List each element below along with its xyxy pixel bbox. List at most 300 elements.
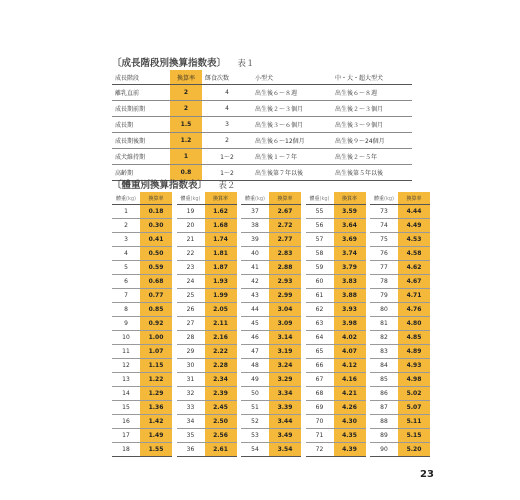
rate-cell: 2.83: [269, 247, 301, 261]
rate-cell: 2.28: [205, 359, 237, 373]
table-row: [177, 205, 237, 219]
rate-cell: 4.58: [398, 247, 430, 261]
weight-cell: 21: [177, 233, 205, 247]
table2-header-row: [241, 192, 301, 205]
weight-cell: 80: [370, 303, 398, 317]
rate-cell: 3.14: [269, 331, 301, 345]
weight-label: 體重: [245, 195, 256, 202]
rate-cell: 3.49: [269, 429, 301, 443]
rate-cell: 0.50: [140, 247, 172, 261]
table-row: [112, 205, 172, 219]
rate-cell: 1.15: [140, 359, 172, 373]
table-row: [177, 401, 237, 415]
weight-cell: 81: [370, 317, 398, 331]
rate-cell: 2.56: [205, 429, 237, 443]
table-row: [306, 373, 366, 387]
table-row: [241, 401, 301, 415]
table-cell: 4: [202, 101, 252, 117]
table-row: [112, 443, 172, 457]
weight-cell: 12: [112, 359, 140, 373]
weight-cell: 73: [370, 205, 398, 219]
table-row: [112, 401, 172, 415]
weight-cell: 7: [112, 289, 140, 303]
rate-cell: 0.41: [140, 233, 172, 247]
weight-cell: 22: [177, 247, 205, 261]
rate-cell: 2.05: [205, 303, 237, 317]
table-row: [306, 303, 366, 317]
table-row: [241, 373, 301, 387]
table-row: [112, 303, 172, 317]
rate-cell: 2.88: [269, 261, 301, 275]
table-row: [112, 317, 172, 331]
weight-header: [370, 192, 398, 205]
weight-cell: 28: [177, 331, 205, 345]
weight-cell: 6: [112, 275, 140, 289]
weight-cell: 34: [177, 415, 205, 429]
table-row: [241, 219, 301, 233]
weight-header: [112, 192, 140, 205]
weight-cell: 88: [370, 415, 398, 429]
table-row: [370, 289, 430, 303]
weight-subtable: [241, 192, 301, 457]
rate-cell: 1.07: [140, 345, 172, 359]
weight-cell: 30: [177, 359, 205, 373]
weight-cell: 66: [306, 359, 334, 373]
weight-cell: 54: [241, 443, 269, 457]
table-cell: 出生後９〜24個月: [332, 133, 412, 149]
table-cell: 2: [202, 133, 252, 149]
weight-header: [306, 192, 334, 205]
table-row: [241, 233, 301, 247]
table-row: [370, 247, 430, 261]
rate-cell: 4.35: [334, 429, 366, 443]
table-row: [370, 415, 430, 429]
table2-header-row: [112, 192, 172, 205]
rate-cell: 3.88: [334, 289, 366, 303]
weight-conversion-table: [112, 192, 430, 457]
table-row: [370, 373, 430, 387]
weight-cell: 41: [241, 261, 269, 275]
rate-cell: 1.55: [140, 443, 172, 457]
table1-title: 〔成長階段別換算指数表〕: [112, 58, 227, 69]
weight-cell: 17: [112, 429, 140, 443]
table-row: [370, 233, 430, 247]
rate-cell: 0.59: [140, 261, 172, 275]
growth-stage-table: [112, 70, 412, 181]
table-row: [241, 205, 301, 219]
weight-cell: 37: [241, 205, 269, 219]
weight-subtable: [177, 192, 237, 457]
rate-cell: 2.93: [269, 275, 301, 289]
weight-cell: 2: [112, 219, 140, 233]
table-row: [177, 275, 237, 289]
table-cell: 出生後２〜３個月: [252, 101, 332, 117]
table-row: [241, 387, 301, 401]
weight-cell: 74: [370, 219, 398, 233]
rate-header: 換算率: [205, 192, 237, 205]
table-cell: 出生後２〜３個月: [332, 101, 412, 117]
weight-cell: 19: [177, 205, 205, 219]
weight-cell: 68: [306, 387, 334, 401]
table-row: [112, 233, 172, 247]
table1-header: 換算率: [170, 70, 202, 85]
weight-cell: 79: [370, 289, 398, 303]
rate-cell: 3.44: [269, 415, 301, 429]
table-row: [306, 429, 366, 443]
table-row: [306, 345, 366, 359]
rate-cell: 2.50: [205, 415, 237, 429]
rate-cell: 2.11: [205, 317, 237, 331]
weight-cell: 13: [112, 373, 140, 387]
table-cell: 成長期後期: [112, 133, 170, 149]
table-cell: 4: [202, 85, 252, 101]
rate-cell: 1.29: [140, 387, 172, 401]
table-row: [177, 387, 237, 401]
weight-cell: 57: [306, 233, 334, 247]
weight-cell: 67: [306, 373, 334, 387]
weight-cell: 20: [177, 219, 205, 233]
table-row: [241, 359, 301, 373]
table-row: [306, 289, 366, 303]
rate-cell: 1.87: [205, 261, 237, 275]
table-row: [306, 317, 366, 331]
weight-cell: 23: [177, 261, 205, 275]
rate-cell: 1.42: [140, 415, 172, 429]
table-cell: 2: [170, 85, 202, 101]
weight-unit: (kg): [384, 195, 394, 202]
rate-cell: 4.89: [398, 345, 430, 359]
table2-header-row: [177, 192, 237, 205]
rate-cell: 2.67: [269, 205, 301, 219]
table-row: [370, 387, 430, 401]
rate-cell: 4.80: [398, 317, 430, 331]
table-cell: 出生後３〜９個月: [332, 117, 412, 133]
rate-cell: 3.79: [334, 261, 366, 275]
weight-cell: 45: [241, 317, 269, 331]
table-row: [112, 219, 172, 233]
weight-cell: 56: [306, 219, 334, 233]
table-cell: 1: [170, 149, 202, 165]
rate-cell: 4.12: [334, 359, 366, 373]
weight-cell: 42: [241, 275, 269, 289]
table-row: [112, 429, 172, 443]
table2-header-row: [370, 192, 430, 205]
table-row: [177, 303, 237, 317]
table-row: [306, 205, 366, 219]
table-cell: 3: [202, 117, 252, 133]
table-row: [112, 85, 412, 101]
weight-cell: 59: [306, 261, 334, 275]
table-row: [241, 345, 301, 359]
table-cell: 成長期前期: [112, 101, 170, 117]
rate-cell: 3.74: [334, 247, 366, 261]
rate-cell: 4.85: [398, 331, 430, 345]
weight-label: 體重: [180, 195, 191, 202]
table-row: [370, 261, 430, 275]
table-row: [177, 219, 237, 233]
table-cell: 1.2: [170, 133, 202, 149]
rate-cell: 5.02: [398, 387, 430, 401]
rate-cell: 1.00: [140, 331, 172, 345]
rate-cell: 2.34: [205, 373, 237, 387]
table2-title: 〔體重別換算指数表〕: [112, 180, 208, 191]
table-row: [241, 275, 301, 289]
weight-subtable: [370, 192, 430, 457]
weight-cell: 62: [306, 303, 334, 317]
table-row: [306, 247, 366, 261]
weight-cell: 72: [306, 443, 334, 457]
table-row: [306, 401, 366, 415]
table-row: [241, 415, 301, 429]
weight-unit: (kg): [190, 195, 201, 202]
weight-cell: 49: [241, 373, 269, 387]
table-row: [112, 101, 412, 117]
table1-tag: 表１: [237, 59, 255, 69]
weight-cell: 61: [306, 289, 334, 303]
weight-cell: 39: [241, 233, 269, 247]
table-row: [112, 149, 412, 165]
table-row: [306, 331, 366, 345]
rate-cell: 4.30: [334, 415, 366, 429]
weight-cell: 87: [370, 401, 398, 415]
weight-cell: 64: [306, 331, 334, 345]
rate-cell: 5.07: [398, 401, 430, 415]
table-row: [306, 415, 366, 429]
table-row: [112, 373, 172, 387]
rate-cell: 4.49: [398, 219, 430, 233]
rate-cell: 1.62: [205, 205, 237, 219]
table-row: [241, 247, 301, 261]
table-row: [177, 429, 237, 443]
table-row: [241, 331, 301, 345]
weight-cell: 63: [306, 317, 334, 331]
rate-cell: 3.09: [269, 317, 301, 331]
table1-header: 小型犬: [252, 70, 332, 85]
rate-cell: 4.76: [398, 303, 430, 317]
rate-cell: 3.98: [334, 317, 366, 331]
table-row: [177, 345, 237, 359]
rate-cell: 2.72: [269, 219, 301, 233]
weight-cell: 83: [370, 345, 398, 359]
table-cell: 離乳直前: [112, 85, 170, 101]
weight-label: 體重: [309, 195, 320, 202]
table-row: [370, 205, 430, 219]
rate-cell: 4.67: [398, 275, 430, 289]
table-row: [112, 133, 412, 149]
rate-cell: 3.54: [269, 443, 301, 457]
table-cell: 成長期: [112, 117, 170, 133]
rate-cell: 1.74: [205, 233, 237, 247]
weight-cell: 3: [112, 233, 140, 247]
table-row: [370, 359, 430, 373]
rate-cell: 3.69: [334, 233, 366, 247]
rate-cell: 4.62: [398, 261, 430, 275]
weight-cell: 47: [241, 345, 269, 359]
table-cell: 出生後６〜８週: [252, 85, 332, 101]
weight-cell: 18: [112, 443, 140, 457]
weight-cell: 52: [241, 415, 269, 429]
rate-cell: 4.26: [334, 401, 366, 415]
table2-header-row: [306, 192, 366, 205]
weight-cell: 40: [241, 247, 269, 261]
weight-unit: (kg): [319, 195, 330, 202]
table-row: [370, 275, 430, 289]
weight-cell: 90: [370, 443, 398, 457]
rate-cell: 0.68: [140, 275, 172, 289]
table-row: [306, 387, 366, 401]
weight-cell: 9: [112, 317, 140, 331]
weight-cell: 16: [112, 415, 140, 429]
rate-cell: 4.02: [334, 331, 366, 345]
table-row: [370, 429, 430, 443]
table-cell: 1.5: [170, 117, 202, 133]
weight-subtable: [112, 192, 172, 457]
table2-tag: 表２: [218, 181, 236, 191]
weight-cell: 50: [241, 387, 269, 401]
table-cell: 2: [170, 101, 202, 117]
rate-cell: 4.53: [398, 233, 430, 247]
rate-cell: 1.36: [140, 401, 172, 415]
rate-cell: 4.93: [398, 359, 430, 373]
rate-cell: 2.45: [205, 401, 237, 415]
weight-cell: 10: [112, 331, 140, 345]
rate-cell: 4.21: [334, 387, 366, 401]
table-row: [112, 261, 172, 275]
weight-cell: 24: [177, 275, 205, 289]
weight-cell: 46: [241, 331, 269, 345]
weight-cell: 44: [241, 303, 269, 317]
weight-cell: 58: [306, 247, 334, 261]
weight-cell: 75: [370, 233, 398, 247]
weight-cell: 82: [370, 331, 398, 345]
rate-cell: 5.11: [398, 415, 430, 429]
rate-cell: 3.24: [269, 359, 301, 373]
rate-header: 換算率: [140, 192, 172, 205]
table-row: [177, 415, 237, 429]
weight-header: [241, 192, 269, 205]
weight-cell: 25: [177, 289, 205, 303]
weight-cell: 33: [177, 401, 205, 415]
weight-cell: 29: [177, 345, 205, 359]
table1-header: 中・大・超大型犬: [332, 70, 412, 85]
weight-cell: 55: [306, 205, 334, 219]
table-cell: 出生後６〜８週: [332, 85, 412, 101]
rate-cell: 4.39: [334, 443, 366, 457]
rate-cell: 1.99: [205, 289, 237, 303]
weight-cell: 69: [306, 401, 334, 415]
weight-label: 體重: [116, 195, 127, 202]
rate-cell: 3.04: [269, 303, 301, 317]
table-row: [177, 233, 237, 247]
weight-cell: 86: [370, 387, 398, 401]
rate-cell: 3.59: [334, 205, 366, 219]
table-cell: 1〜2: [202, 165, 252, 181]
table-row: [241, 443, 301, 457]
rate-cell: 1.49: [140, 429, 172, 443]
table-row: [177, 289, 237, 303]
table-row: [177, 317, 237, 331]
table-row: [177, 359, 237, 373]
table-cell: 0.8: [170, 165, 202, 181]
rate-cell: 4.44: [398, 205, 430, 219]
table-cell: 出生後第７年以後: [252, 165, 332, 181]
table-row: [370, 331, 430, 345]
table-row: [177, 261, 237, 275]
rate-cell: 0.77: [140, 289, 172, 303]
table-row: [112, 289, 172, 303]
table-row: [112, 415, 172, 429]
weight-header: [177, 192, 205, 205]
weight-cell: 53: [241, 429, 269, 443]
weight-unit: (kg): [255, 195, 265, 202]
weight-cell: 35: [177, 429, 205, 443]
weight-cell: 1: [112, 205, 140, 219]
rate-cell: 3.93: [334, 303, 366, 317]
table-row: [112, 387, 172, 401]
table-row: [112, 275, 172, 289]
rate-cell: 2.61: [205, 443, 237, 457]
rate-cell: 0.30: [140, 219, 172, 233]
table1-header: 餌食次数: [202, 70, 252, 85]
rate-header: 換算率: [398, 192, 430, 205]
table-row: [306, 219, 366, 233]
rate-cell: 2.16: [205, 331, 237, 345]
weight-cell: 8: [112, 303, 140, 317]
weight-cell: 43: [241, 289, 269, 303]
rate-cell: 5.20: [398, 443, 430, 457]
rate-cell: 0.85: [140, 303, 172, 317]
table-row: [306, 233, 366, 247]
table-row: [370, 401, 430, 415]
table1-header-row: [112, 70, 412, 85]
weight-cell: 51: [241, 401, 269, 415]
table-row: [177, 331, 237, 345]
table-cell: 1〜2: [202, 149, 252, 165]
table-row: [370, 345, 430, 359]
weight-cell: 4: [112, 247, 140, 261]
weight-cell: 84: [370, 359, 398, 373]
rate-cell: 2.77: [269, 233, 301, 247]
table-row: [241, 317, 301, 331]
table-row: [241, 429, 301, 443]
rate-cell: 3.83: [334, 275, 366, 289]
rate-cell: 3.19: [269, 345, 301, 359]
weight-cell: 27: [177, 317, 205, 331]
weight-cell: 11: [112, 345, 140, 359]
weight-cell: 76: [370, 247, 398, 261]
weight-cell: 31: [177, 373, 205, 387]
rate-cell: 3.64: [334, 219, 366, 233]
rate-cell: 3.34: [269, 387, 301, 401]
table-row: [177, 373, 237, 387]
page-number: 23: [420, 469, 434, 480]
rate-cell: 0.92: [140, 317, 172, 331]
table-row: [112, 359, 172, 373]
rate-cell: 1.68: [205, 219, 237, 233]
table-row: [306, 275, 366, 289]
table2-heading: [112, 177, 235, 191]
rate-cell: 0.18: [140, 205, 172, 219]
table-row: [306, 359, 366, 373]
table-row: [370, 219, 430, 233]
table-row: [177, 443, 237, 457]
rate-cell: 3.39: [269, 401, 301, 415]
weight-cell: 48: [241, 359, 269, 373]
weight-cell: 70: [306, 415, 334, 429]
weight-unit: (kg): [126, 195, 136, 202]
table-cell: 出生後２〜５年: [332, 149, 412, 165]
rate-cell: 2.39: [205, 387, 237, 401]
